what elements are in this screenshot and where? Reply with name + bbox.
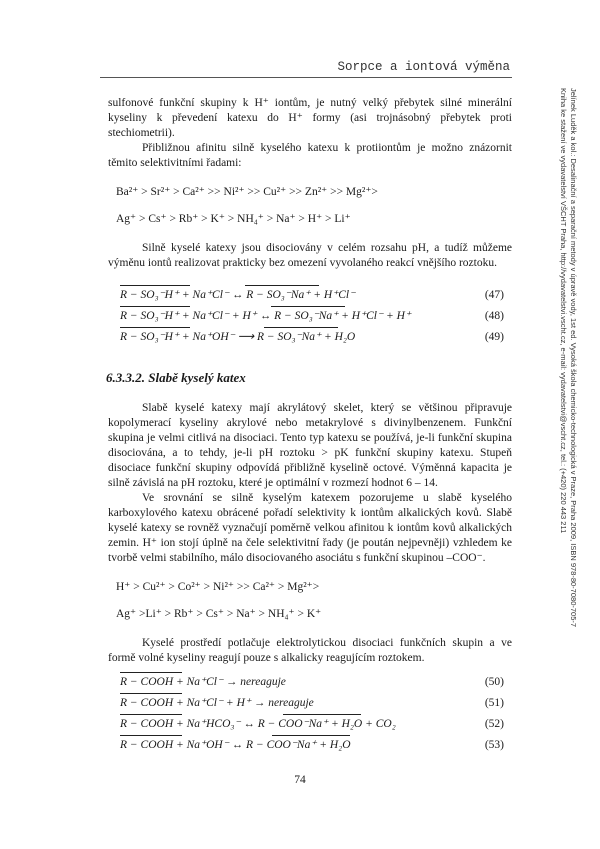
equation-number: (50) [484, 676, 504, 688]
citation-line-1: Jelínek Luděk a kol.: Desalinační a separační metody v úpravě vody, 1st ed. Vysoká škola chemicko-technologická v Praze, Praha 2009, ISBN 978-80-7080-705-7 [569, 88, 578, 628]
equation-number: (47) [484, 289, 504, 301]
page-number: 74 [294, 774, 306, 786]
equation [108, 285, 512, 306]
equation-bar [264, 327, 338, 328]
paragraph: Přibližnou afinitu silně kyselého katexu k protiiontům je možno znázornit těmito selektivitními řadami: [108, 142, 512, 169]
running-header: Sorpce a iontová výměna [337, 60, 510, 74]
header-rule [100, 77, 512, 78]
equation-bar [272, 735, 350, 736]
equation-block-1 [108, 285, 512, 348]
section-title: 6.3.3.2. Slabě kyselý katex [106, 370, 246, 385]
equation-text: R − COOH + Na⁺HCO₃⁻ ↔ R − COO⁻Na⁺ + H₂O + CO₂ [120, 718, 396, 730]
equation-text: R − COOH + Na⁺OH⁻ ↔ R − COO⁻Na⁺ + H₂O [120, 739, 351, 751]
equation-bar [283, 714, 361, 715]
equation-number: (49) [484, 331, 504, 343]
equation-bar [120, 735, 182, 736]
equation-bar [120, 327, 190, 328]
equation-bar [120, 714, 182, 715]
selectivity-series: Ag⁺ > Cs⁺ > Rb⁺ > K⁺ > NH₄⁺ > Na⁺ > H⁺ > Li⁺ [116, 213, 351, 225]
equation-text: R − SO₃⁻H⁺ + Na⁺Cl⁻ + H⁺ ↔ R − SO₃⁻Na⁺ + H⁺Cl⁻ + H⁺ [120, 310, 411, 322]
equation [108, 306, 512, 327]
equation-text: R − COOH + Na⁺Cl⁻ → nereaguje [120, 676, 286, 688]
selectivity-series: Ba²⁺ > Sr²⁺ > Ca²⁺ >> Ni²⁺ >> Cu²⁺ >> Zn²⁺ >> Mg²⁺> [116, 186, 378, 198]
selectivity-series: Ag⁺ >Li⁺ > Rb⁺ > Cs⁺ > Na⁺ > NH₄⁺ > K⁺ [116, 608, 322, 620]
equation-bar [245, 285, 319, 286]
paragraph: Slabě kyselé katexy mají akrylátový skelet, který se většinou připravuje kopolymerací kyseliny akrylové nebo metakrylové s divinylbenzenem. Funkční skupina je velmi citlivá na disociaci. Tento typ katexu se používá, je-li funkční skupina disociována, a to tehdy, je-li pH roztoku > pK funkční skupiny katexu. Stupeň disociace funkční skupiny odpovídá přibližně kyselině octové. Výměnná kapacita je silně závislá na pH roztoku, které je optimální v rozmezí hodnot 6 – 14. [108, 402, 512, 489]
equation-bar [120, 672, 182, 673]
paragraph: Kyselé prostředí potlačuje elektrolytickou disociaci funkčních skupin a ve formě volné kyseliny reagují pouze s alkalicky reagujícím roztokem. [108, 637, 512, 664]
paragraph: Ve srovnání se silně kyselým katexem pozorujeme u slabě kyselého karboxylového katexu obrácené pořadí selektivity k iontům alkalických kovů. Slabě kyselé katexy se rovněž vyznačují poměrně velkou afinitou k iontům kovů alkalických zemin. H⁺ ion stojí úplně na čele selektivitní řady (je poután nejpevněji) vzhledem ke tvorbě velmi stabilního, málo disociovaného asociátu s funkční skupinou –COO⁻. [108, 492, 512, 564]
equation-number: (53) [484, 739, 504, 751]
equation-number: (52) [484, 718, 504, 730]
equation-bar [271, 306, 345, 307]
paragraph: sulfonové funkční skupiny k H⁺ iontům, je nutný velký přebytek silné minerální kyseliny k převedení katexu do H⁺ formy (asi trojnásobný přebytek proti stechiometrii). [108, 97, 512, 139]
equation-text: R − SO₃⁻H⁺ + Na⁺Cl⁻ ↔ R − SO₃⁻Na⁺ + H⁺Cl⁻ [120, 289, 356, 301]
equation [108, 714, 512, 735]
page-body [108, 96, 512, 756]
equation-number: (48) [484, 310, 504, 322]
citation-line-2: Kniha ke stažení ve vydavatelství VŠCHT Praha, http://vydavatelstvi.vscht.cz, e-mail: vydavatelstvi@vscht.cz, tel.: (+420) 220 443 211 [559, 88, 568, 534]
equation [108, 693, 512, 714]
selectivity-series: H⁺ > Cu²⁺ > Co²⁺ > Ni²⁺ >> Ca²⁺ > Mg²⁺> [116, 581, 320, 593]
equation-number: (51) [484, 697, 504, 709]
equation-bar [120, 693, 182, 694]
equation-text: R − SO₃⁻H⁺ + Na⁺OH⁻ ⟶ R − SO₃⁻Na⁺ + H₂O [120, 331, 356, 343]
equation-bar [120, 285, 190, 286]
equation-bar [120, 306, 190, 307]
equation-text: R − COOH + Na⁺Cl⁻ + H⁺ → nereaguje [120, 697, 314, 709]
equation [108, 735, 512, 756]
equation [108, 327, 512, 348]
side-citation [538, 88, 578, 628]
equation [108, 672, 512, 693]
equation-block-2 [108, 672, 512, 756]
paragraph: Silně kyselé katexy jsou disociovány v celém rozsahu pH, a tudíž můžeme výměnu iontů realizovat prakticky bez omezení vyvolaného reakcí vnějšího roztoku. [108, 242, 512, 269]
